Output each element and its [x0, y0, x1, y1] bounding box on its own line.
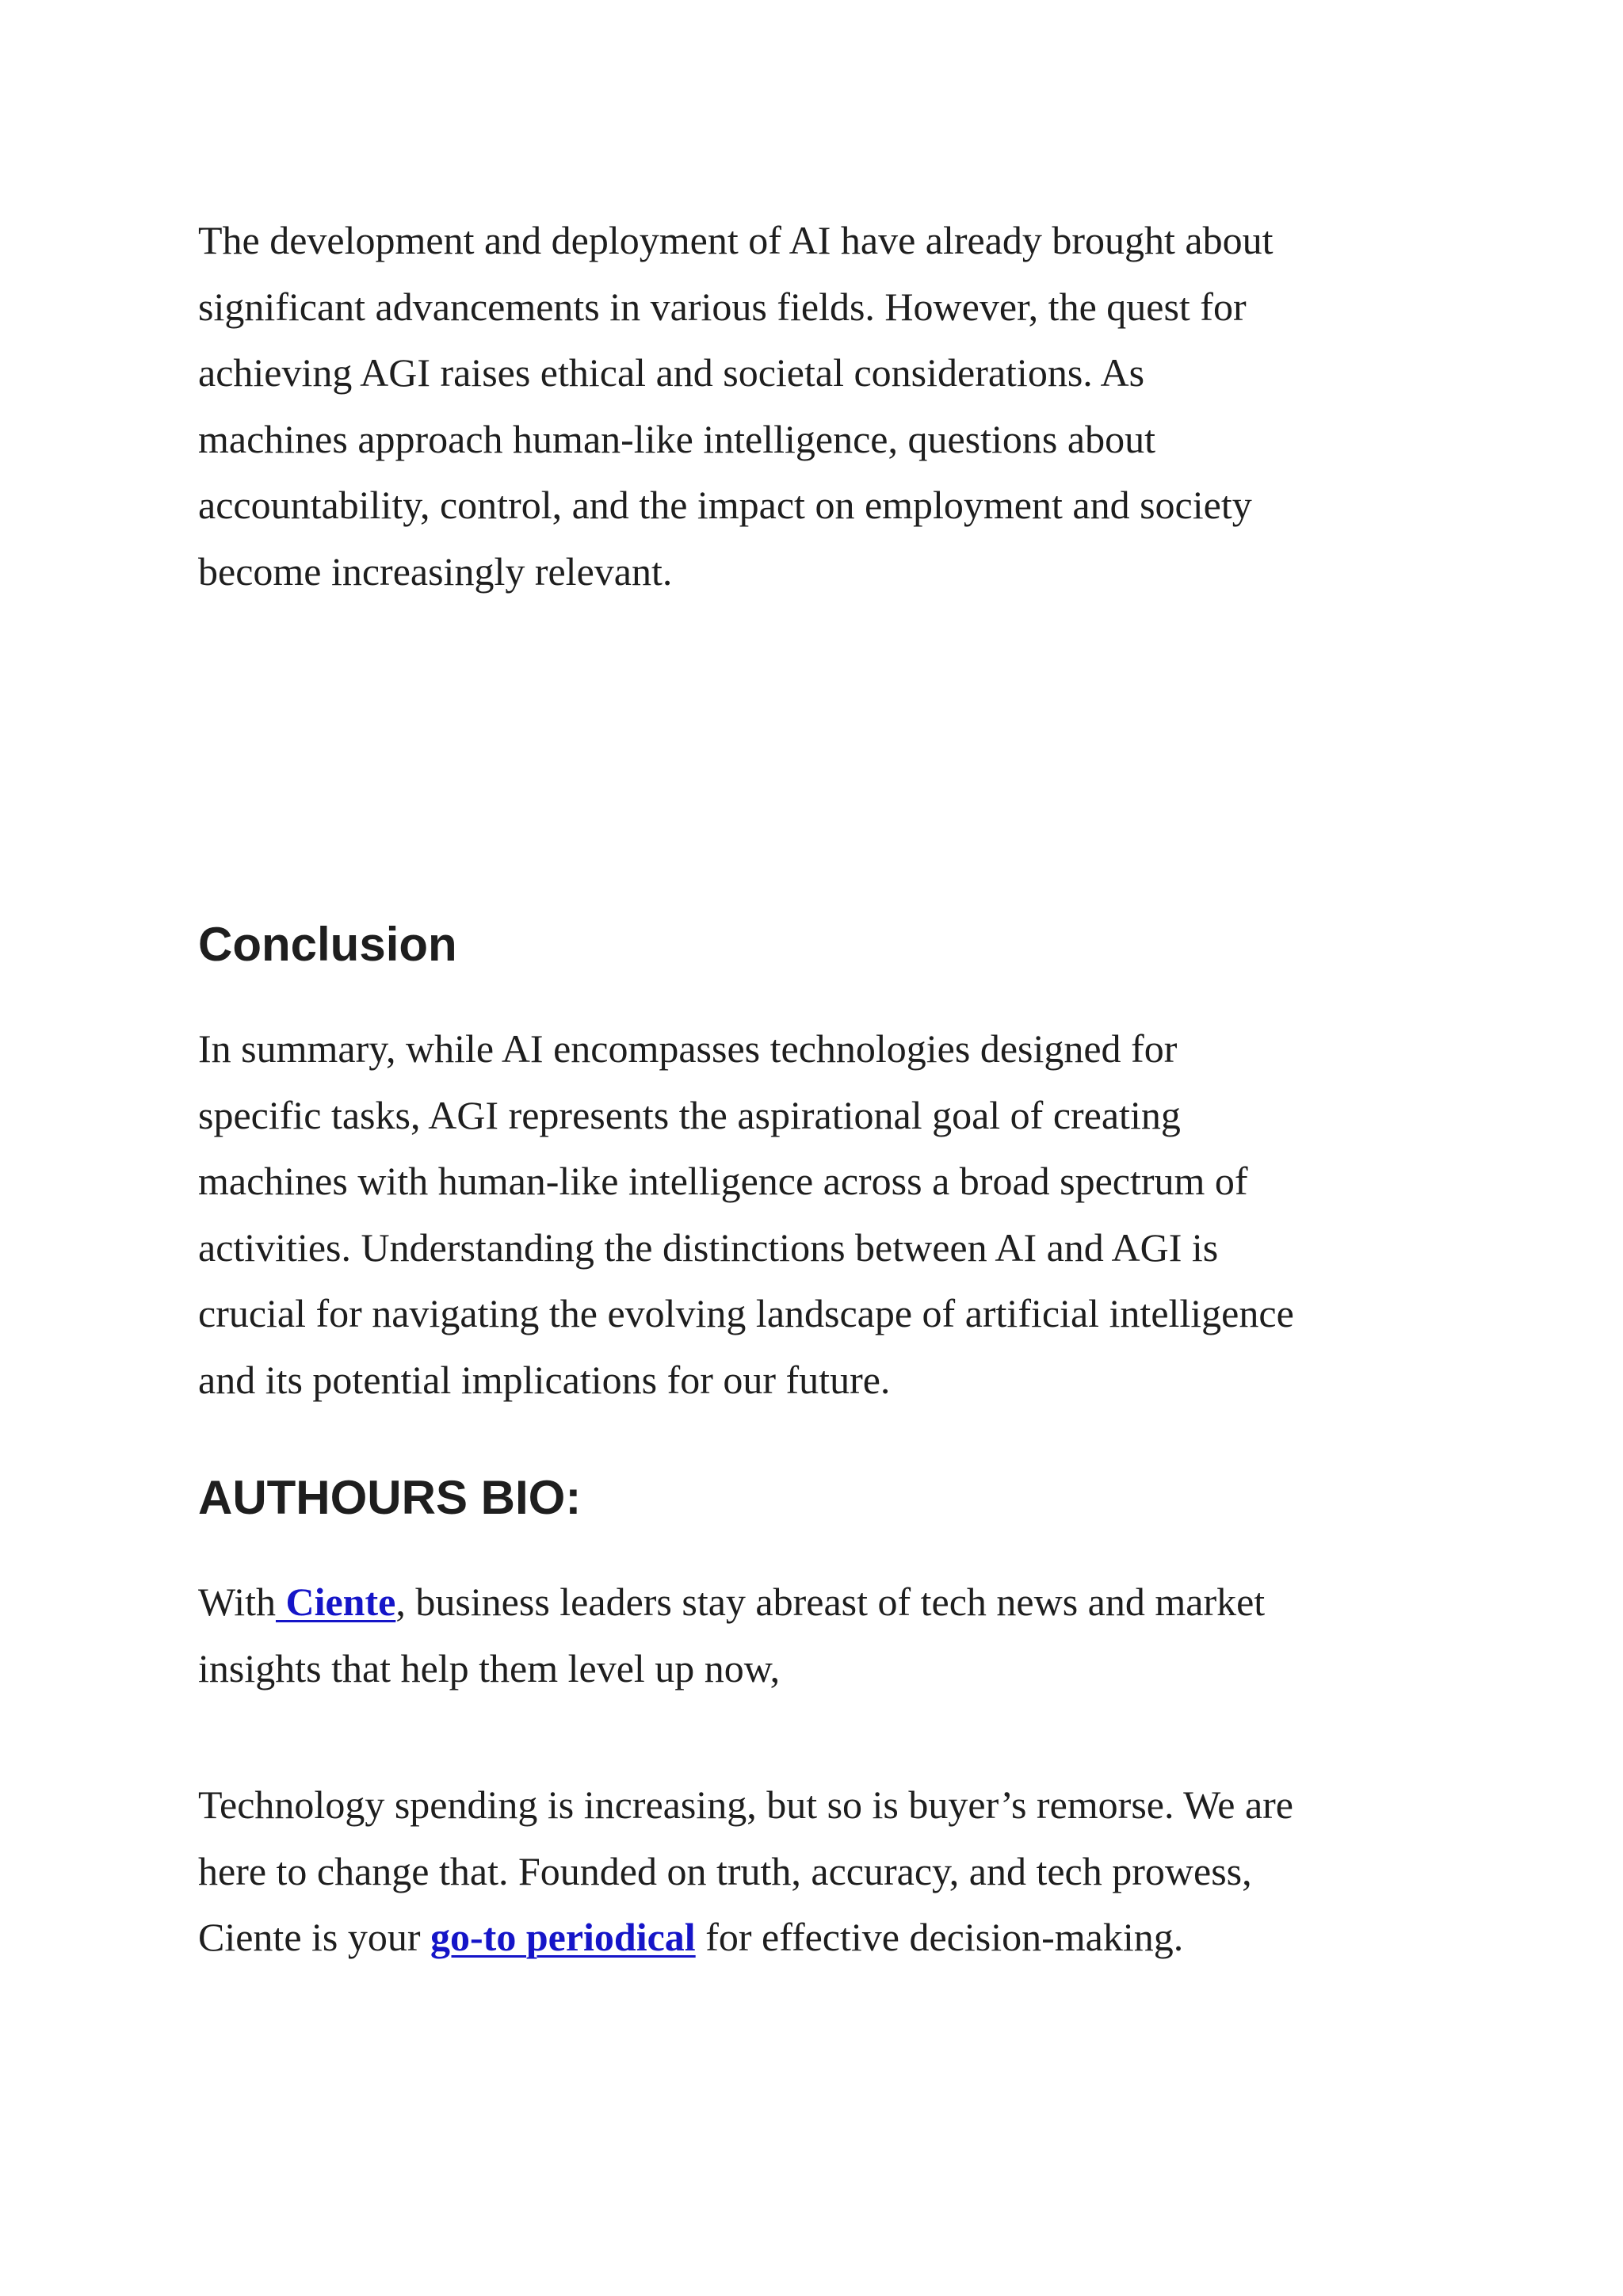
intro-paragraph: The development and deployment of AI have already brought about significant advancements in various fields. However, the quest for achieving AGI raises ethical and societal considerations. As machines approach human-like intelligence, questions about accountability, control, and the impact on employment and society become increasingly relevant. — [198, 218, 1274, 594]
bio-p1-suffix: , business leaders stay abreast of tech news and market insights that help them level up now, — [198, 1580, 1266, 1690]
bio-p1-prefix: With — [198, 1580, 276, 1624]
bio-paragraph-2 — [198, 1772, 1293, 1971]
conclusion-heading: Conclusion — [198, 918, 457, 971]
ciente-link[interactable]: Ciente — [275, 1580, 396, 1624]
bio-p2-prefix: Technology spending is increasing, but so is buyer’s remorse. We are here to change that. Founded on truth, accuracy, and tech prowess, Ciente is your — [198, 1782, 1293, 1959]
bio-p2-suffix: for effective decision-making. — [695, 1915, 1184, 1959]
authors-bio-heading: AUTHOURS BIO: — [198, 1471, 582, 1524]
go-to-periodical-link[interactable]: go-to periodical — [430, 1915, 696, 1959]
conclusion-paragraph: In summary, while AI encompasses technologies designed for specific tasks, AGI represents the aspirational goal of creating machines with human-like intelligence across a broad spectrum of activities. Understanding the distinctions between AI and AGI is crucial for navigating the evolving landscape of artificial intelligence and its potential implications for our future. — [198, 1026, 1294, 1402]
bio-paragraph-1 — [198, 1569, 1265, 1702]
